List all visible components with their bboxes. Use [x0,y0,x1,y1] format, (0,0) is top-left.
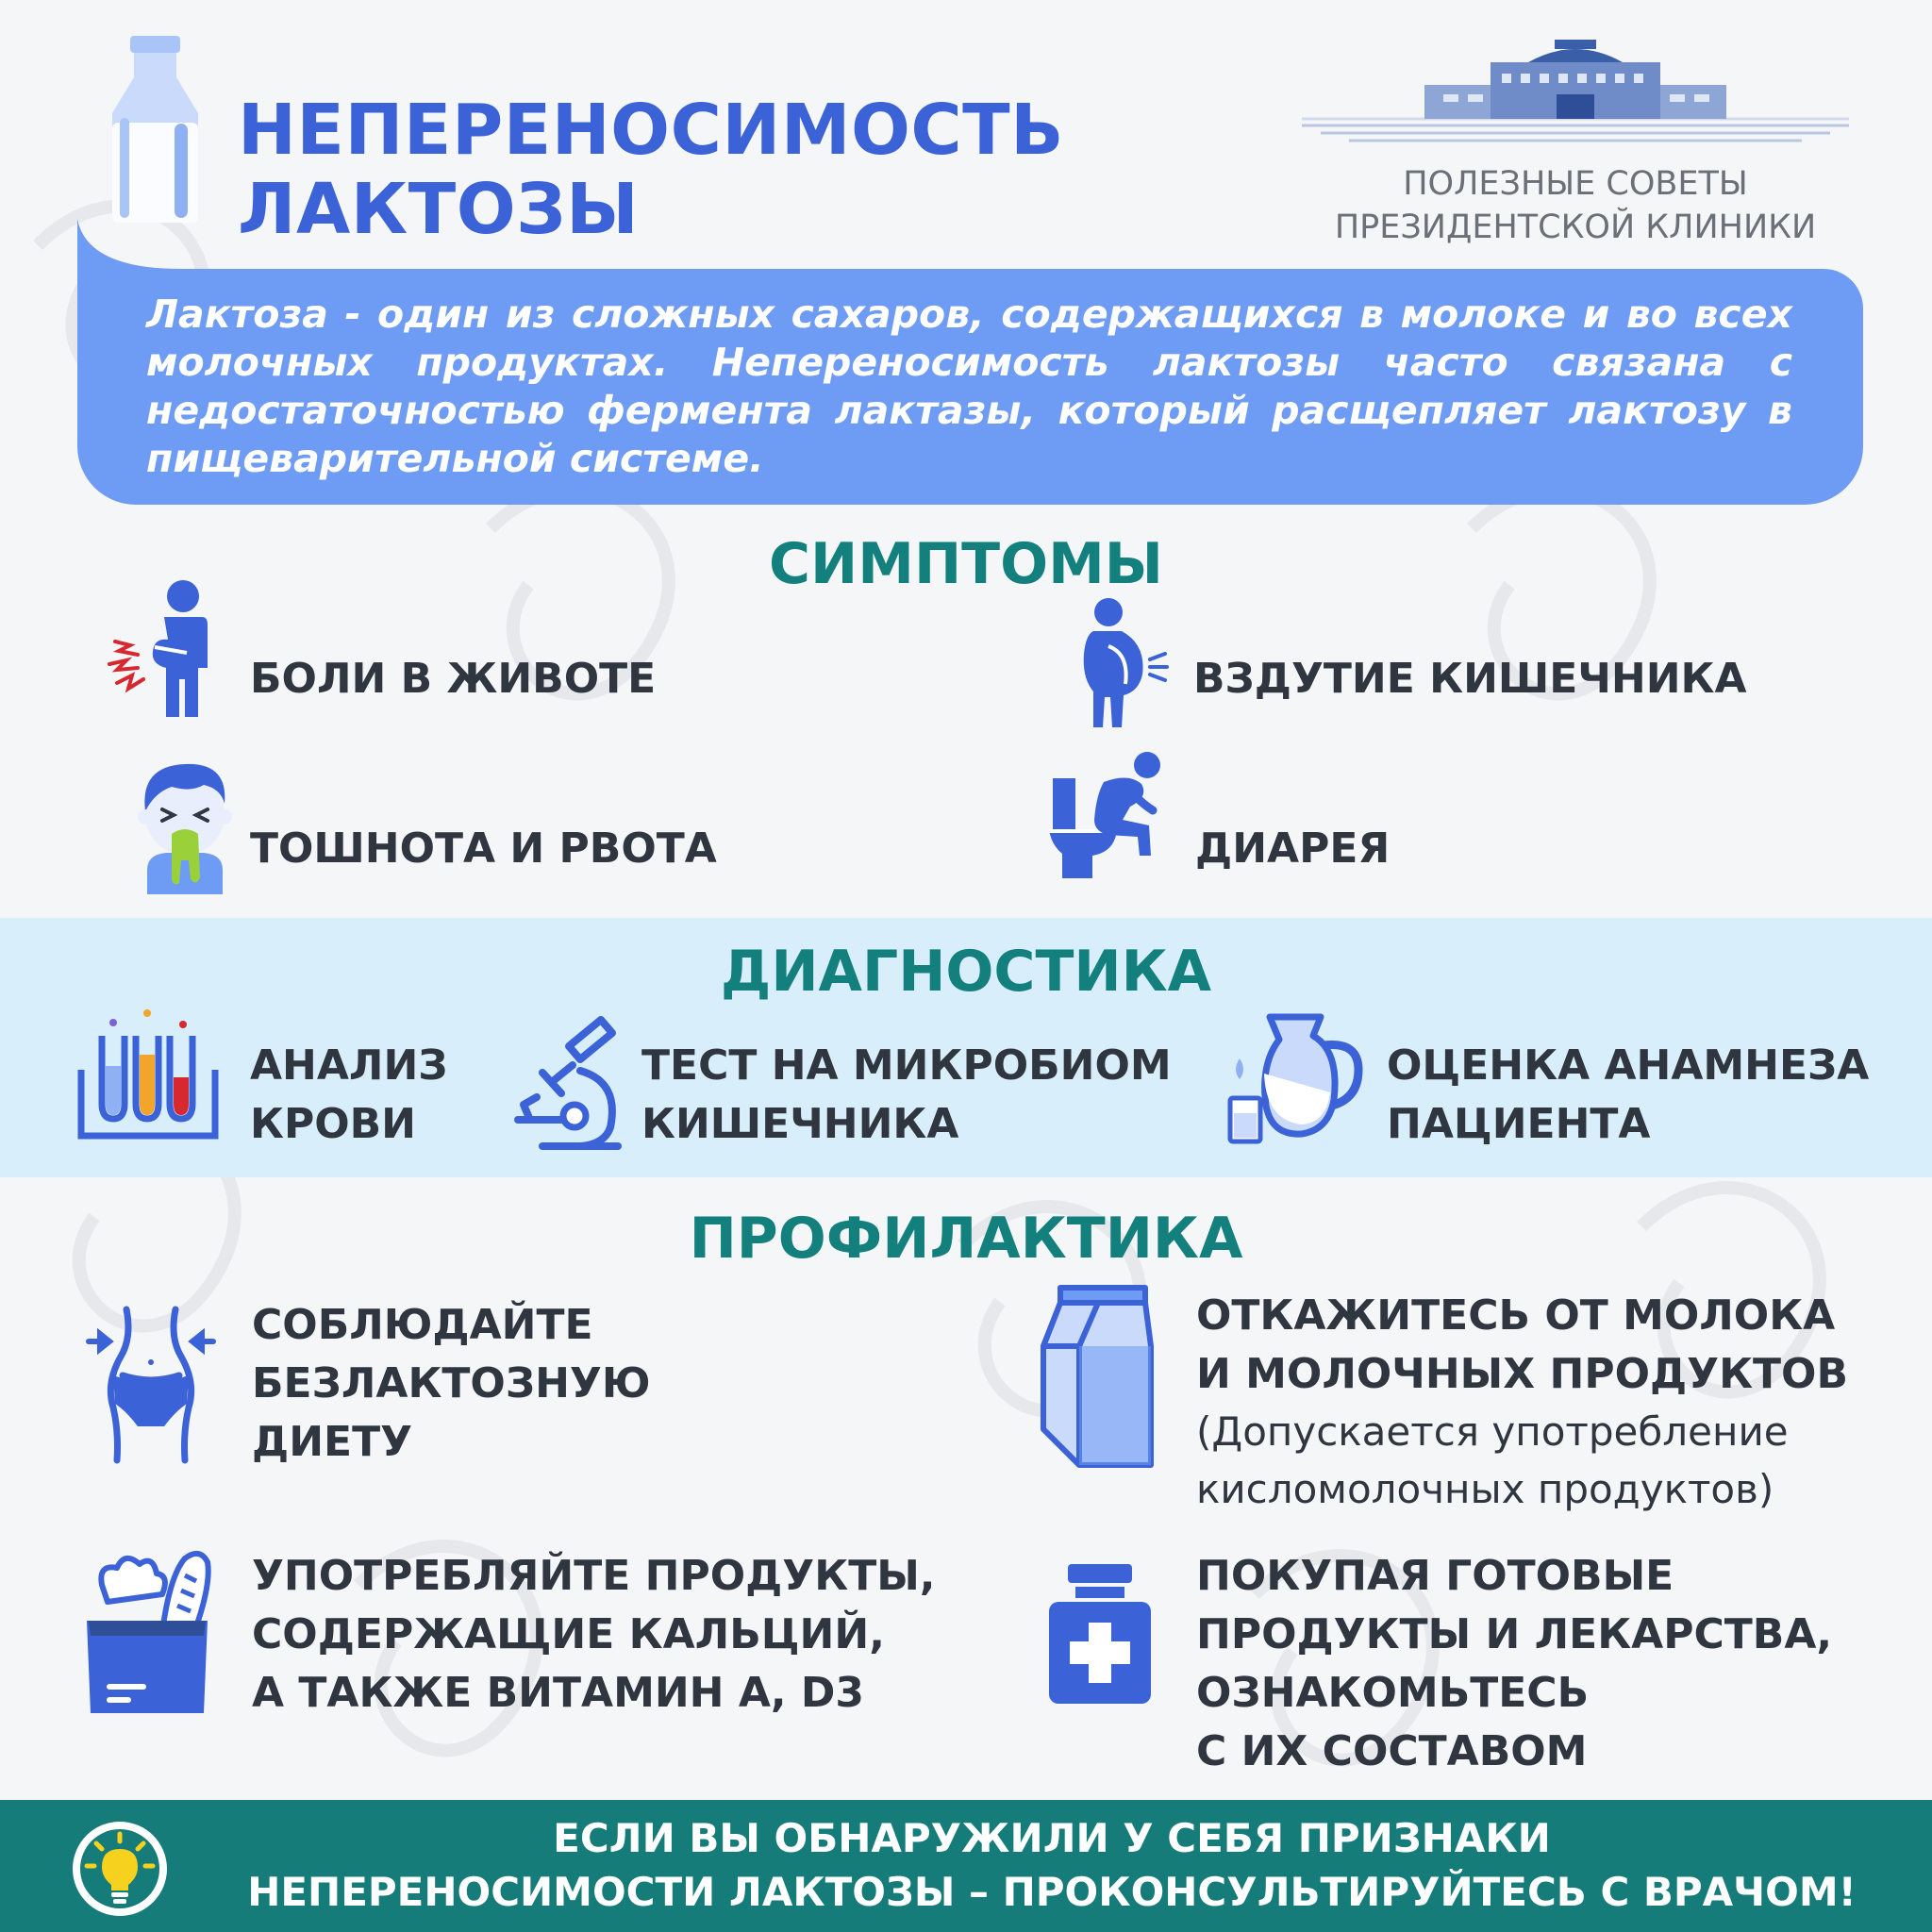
prev-refuse-milk [1196,1287,1848,1404]
nausea-icon [134,755,236,894]
symptoms-title: СИМПТОМЫ [769,531,1163,597]
waist-icon [85,1309,217,1460]
page-title [238,91,1064,249]
milk-jug-icon [1226,1008,1363,1144]
prev-calcium-line-2: СОДЕРЖАЩИЕ КАЛЬЦИЙ, [252,1610,885,1658]
symptom-label-bloating: ВЗДУТИЕ КИШЕЧНИКА [1193,655,1747,703]
diag-microbiome-line-1: ТЕСТ НА МИКРОБИОМ [641,1041,1172,1090]
medicine-bottle-icon [1047,1564,1153,1706]
intro-text: Лактоза - один из сложных сахаров, содержащихся в молоке и во всех молочных продуктах. Непереносимость лактозы часто связана с недостаточностью фермента лактазы, который расщепляет лактозу в пищеварительной системе. [146,291,1792,481]
toilet-icon [1049,750,1167,882]
prev-labels-line-3: ОЗНАКОМЬТЕСЬ [1196,1669,1590,1717]
prevention-title: ПРОФИЛАКТИКА [689,1206,1243,1272]
clinic-building-logo [1302,36,1849,149]
milk-carton-icon [1040,1288,1153,1467]
intro-panel-flare [77,219,181,275]
prev-labels [1196,1547,1832,1781]
prev-refuse-note-2: кисломолочных продуктов) [1196,1466,1774,1512]
prev-labels-line-4: С ИХ СОСТАВОМ [1196,1727,1588,1775]
prev-refuse-note [1196,1403,1789,1518]
prev-labels-line-2: ПРОДУКТЫ И ЛЕКАРСТВА, [1196,1610,1833,1658]
prev-refuse-line-2: И МОЛОЧНЫХ ПРОДУКТОВ [1196,1350,1849,1398]
symptom-label-pain: БОЛИ В ЖИВОТЕ [250,655,657,703]
diag-anamnesis-line-2: ПАЦИЕНТА [1387,1100,1651,1148]
diag-anamnesis-line-1: ОЦЕНКА АНАМНЕЗА [1387,1041,1870,1090]
prev-diet-line-1: СОБЛЮДАЙТЕ [252,1301,593,1349]
prev-calcium [252,1547,936,1723]
test-tubes-icon [77,1009,219,1141]
prev-diet [252,1296,651,1472]
footer-line-2: НЕПЕРЕНОСИМОСТИ ЛАКТОЗЫ – ПРОКОНСУЛЬТИРУЙТЕСЬ С ВРАЧОМ! [247,1869,1857,1915]
footer-line-1: ЕСЛИ ВЫ ОБНАРУЖИЛИ У СЕБЯ ПРИЗНАКИ [553,1815,1551,1861]
title-line-2: ЛАКТОЗЫ [238,169,640,250]
prev-refuse-note-1: (Допускается употребление [1196,1408,1789,1455]
diag-microbiome-line-2: КИШЕЧНИКА [641,1100,959,1148]
title-line-1: НЕПЕРЕНОСИМОСТЬ [238,90,1065,171]
prev-labels-line-1: ПОКУПАЯ ГОТОВЫЕ [1196,1552,1674,1600]
diag-anamnesis [1387,1037,1869,1154]
clinic-line-2: ПРЕЗИДЕНТСКОЙ КЛИНИКИ [1334,208,1817,246]
footer-text [179,1811,1924,1919]
clinic-caption [1302,162,1849,249]
diag-blood-test [250,1037,448,1154]
prev-calcium-line-1: УПОТРЕБЛЯЙТЕ ПРОДУКТЫ, [252,1552,936,1600]
microscope-icon [514,1014,627,1156]
prev-calcium-line-3: А ТАКЖЕ ВИТАМИН А, D3 [252,1669,865,1717]
bloating-icon [1080,597,1170,729]
prev-refuse-line-1: ОТКАЖИТЕСЬ ОТ МОЛОКА [1196,1291,1836,1340]
diag-blood-line-2: КРОВИ [250,1100,416,1148]
diag-blood-line-1: АНАЛИЗ [250,1041,448,1090]
symptom-label-nausea: ТОШНОТА И РВОТА [250,824,717,873]
lightbulb-icon [68,1817,172,1921]
symptom-label-diarrhea: ДИАРЕЯ [1195,824,1391,873]
stomach-pain-icon [106,577,209,719]
diag-microbiome-test [641,1037,1172,1154]
grocery-bag-icon [83,1547,215,1717]
clinic-line-1: ПОЛЕЗНЫЕ СОВЕТЫ [1403,165,1748,203]
prev-diet-line-3: ДИЕТУ [252,1418,413,1466]
prev-diet-line-2: БЕЗЛАКТОЗНУЮ [252,1359,651,1407]
milk-bottle-icon [106,36,205,225]
diagnostics-title: ДИАГНОСТИКА [720,939,1212,1005]
